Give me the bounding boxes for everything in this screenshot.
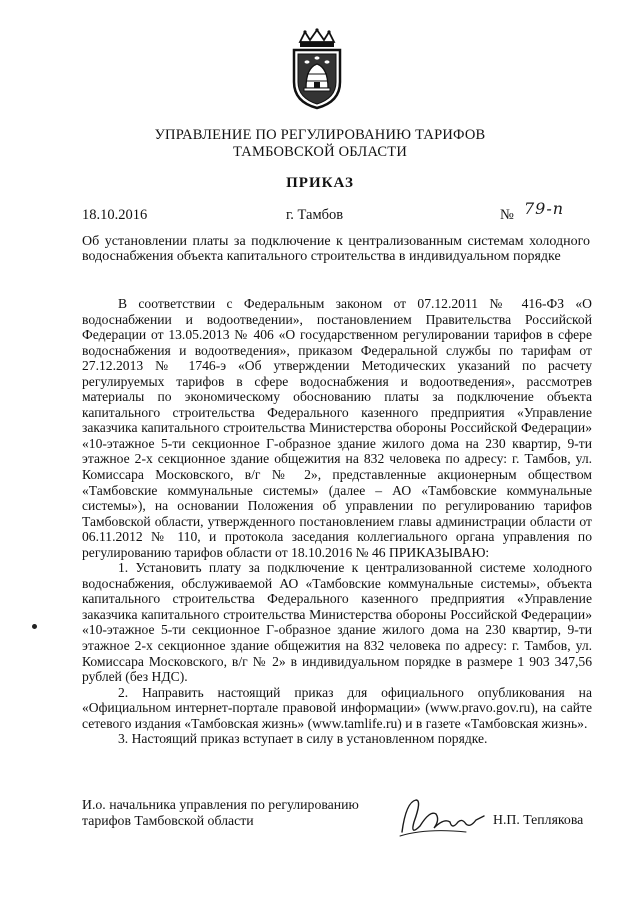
scan-speck [32,624,37,629]
signatory-position-line2: тарифов Тамбовской области [82,813,254,828]
organization-name-line1: УПРАВЛЕНИЕ ПО РЕГУЛИРОВАНИЮ ТАРИФОВ [154,127,486,143]
order-body [82,296,592,747]
order-item-2: 2. Направить настоящий приказ для официального опубликования на «Официальном интернет-портале правовой информации» (www.pravo.gov.ru), на сайте сетевого издания «Тамбовская жизнь» (www.tamlife.ru) и в газете «Тамбовская жизнь». [82,684,592,731]
order-date: 18.10.2016 [82,207,148,223]
order-number-sign: № [500,207,514,223]
order-subject: Об установлении платы за подключение к централизованным системам холодного водоснабжения объекта капитального строительства в индивидуальном порядке [82,234,590,264]
signatory-position [82,797,359,829]
signatory-name: Н.П. Теплякова [493,812,584,827]
order-city: г. Тамбов [286,207,344,223]
order-item-3: 3. Настоящий приказ вступает в силу в установленном порядке. [118,731,488,747]
handwritten-signature [396,792,488,840]
tambov-coat-of-arms-icon [288,28,346,110]
preamble-paragraph [82,296,592,560]
organization-name-line2: ТАМБОВСКОЙ ОБЛАСТИ [232,144,408,160]
order-number-handwritten: 79-п [524,199,565,218]
document-type: ПРИКАЗ [286,175,354,191]
preamble-text: В соответствии с Федеральным законом от 07.12.2011 № 416-ФЗ «О водоснабжении и водоотведении», постановлением Правительства Российской Федерации от 13.05.2013 № 406 «О государственном регулировании тарифов в сфере водоснабжения и водоотведения», приказом Федеральной службы по тарифам от 27.12.2013 № 1746-э «Об утверждении Методических указаний по расчету регулируемых тарифов в сфере водоснабжения и водоотведения», рассмотрев материалы по экономическому обоснованию платы за подключение объекта капитального строительства Федерального казенного предприятия «Управление заказчика капитального строительства Министерства обороны Российской Федерации» «10-этажное 5-ти секционное Г-образное здание жилого дома на 230 квартир, 9-ти этажное 2-х секционное здание общежития на 832 человека по адресу: г. Тамбов, ул. Комиссара Московского, в/г № 2», представленные акционерным обществом «Тамбовские коммунальные системы» (далее – АО «Тамбовские коммунальные системы»), на основании Положения об управлении по регулированию тарифов Тамбовской области, утвержденного постановлением главы администрации области от 06.11.2012 № 110, и протокола заседания коллегиального органа управления по регулированию тарифов области от 18.10.2016 № 46 [82,296,592,560]
signatory-position-line1: И.о. начальника управления по регулированию [82,797,359,812]
order-item-1: 1. Установить плату за подключение к централизованной системе холодного водоснабжения, обслуживаемой АО «Тамбовские коммунальные системы», объекта капитального строительства Федерального казенного предприятия «Управление заказчика капитального строительства Министерства обороны Российской Федерации» «10-этажное 5-ти секционное Г-образное здание жилого дома на 230 квартир, 9-ти этажное 2-х секционное здание общежития на 832 человека по адресу: г. Тамбов, ул. Комиссара Московского, в/г № 2» в индивидуальном порядке в размере 1 903 347,56 рублей (без НДС). [82,560,592,685]
order-word: ПРИКАЗЫВАЮ: [389,544,490,560]
